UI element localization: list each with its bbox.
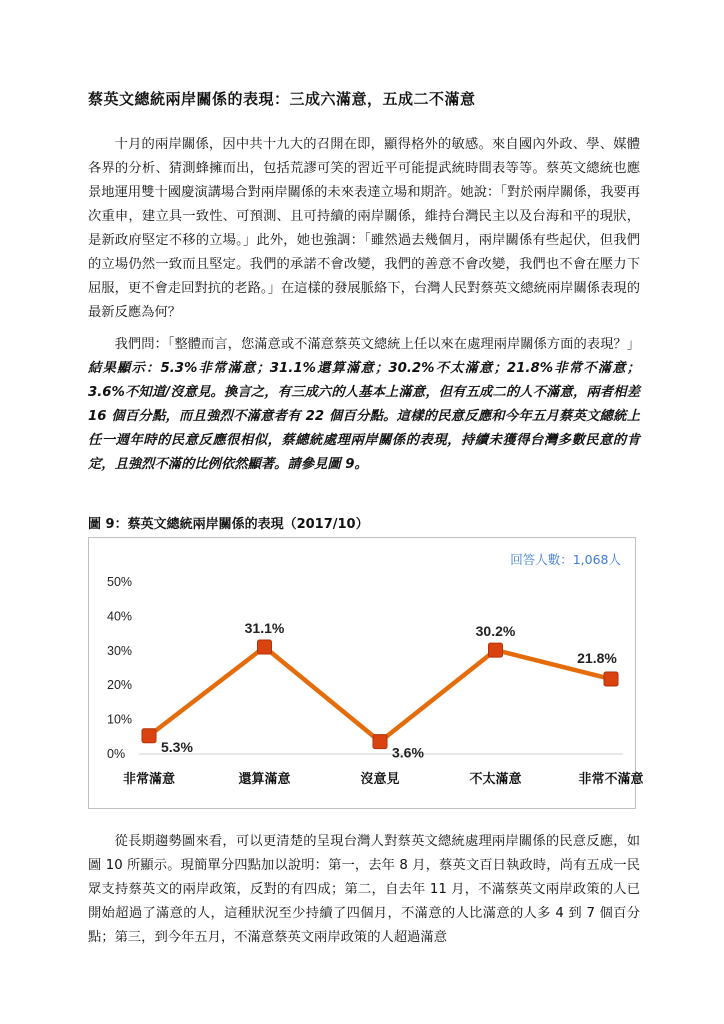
- figure-caption: 圖 9：蔡英文總統兩岸關係的表現（2017/10）: [88, 517, 369, 532]
- x-tick-label: 還算滿意: [238, 772, 291, 787]
- y-tick-label: 0%: [107, 747, 126, 761]
- x-tick-label: 非常滿意: [122, 772, 176, 787]
- y-tick-label: 10%: [107, 712, 133, 727]
- y-tick-label: 50%: [107, 575, 133, 589]
- y-tick-label: 30%: [107, 643, 133, 658]
- data-label: 5.3%: [161, 738, 193, 755]
- y-tick-label: 40%: [107, 609, 133, 624]
- results-question: 我們問：「整體而言，您滿意或不滿意蔡英文總統上任以來在處理兩岸關係方面的表現？」: [114, 337, 640, 352]
- chart-frame: [88, 537, 644, 809]
- data-label: 3.6%: [392, 744, 424, 761]
- data-point: [373, 735, 387, 749]
- data-point: [489, 643, 503, 657]
- x-tick-label: 沒意見: [360, 772, 400, 787]
- data-point: [604, 672, 618, 686]
- paragraph-results: [88, 333, 640, 477]
- x-tick-label: 不太滿意: [469, 772, 522, 787]
- y-tick-label: 20%: [107, 678, 133, 693]
- respondents-count: 回答人數：1,068人: [510, 552, 621, 567]
- results-emphasis: 結果顯示：5.3%非常滿意；31.1%還算滿意；30.2%不太滿意；21.8%非常不滿意；3.6%不知道/沒意見。換言之，有三成六的人基本上滿意，但有五成二的人不滿意，兩者相差 16 個百分點，而且強烈不滿意者有 22 個百分點。這樣的民意反應和今年五月蔡英文總統上任一週年時的民意反應很相似，蔡總統處理兩岸關係的表現，持續未獲得台灣多數民意的肯定，且強烈不滿的比例依然顯著。請參見圖 9。: [88, 361, 640, 472]
- series-line: [149, 647, 611, 742]
- data-label: 21.8%: [577, 650, 617, 667]
- paragraph-trend: 從長期趨勢圖來看，可以更清楚的呈現台灣人對蔡英文總統處理兩岸關係的民意反應，如圖 10 所顯示。現簡單分四點加以說明：第一，去年 8 月，蔡英文百日執政時，尚有五成一民眾支持蔡英文的兩岸政策，反對的有四成；第二，自去年 11 月，不滿蔡英文兩岸政策的人已開始超過了滿意的人，這種狀況至少持續了四個月，不滿意的人比滿意的人多 4 到 7 個百分點；第三，到今年五月，不滿意蔡英文兩岸政策的人超過滿意: [88, 834, 640, 945]
- data-label: 31.1%: [244, 620, 285, 637]
- data-label: 30.2%: [475, 623, 516, 640]
- line-chart: [89, 538, 644, 810]
- data-point: [258, 640, 272, 654]
- data-point: [142, 729, 156, 743]
- page-title: 蔡英文總統兩岸關係的表現：三成六滿意，五成二不滿意: [88, 90, 476, 108]
- x-tick-label: 非常不滿意: [578, 772, 644, 787]
- paragraph-intro: 十月的兩岸關係，因中共十九大的召開在即，顯得格外的敏感。來自國內外政、學、媒體各界的分析、猜測蜂擁而出，包括荒謬可笑的習近平可能提武統時間表等等。蔡英文總統也應景地運用雙十國慶演講場合對兩岸關係的未來表達立場和期許。她說：「對於兩岸關係，我要再次重申，建立具一致性、可預測、且可持續的兩岸關係，維持台灣民主以及台海和平的現狀，是新政府堅定不移的立場。」此外，她也強調：「雖然過去幾個月，兩岸關係有些起伏，但我們的立場仍然一致而且堅定。我們的承諾不會改變，我們的善意不會改變，我們也不會在壓力下屈服，更不會走回對抗的老路。」在這樣的發展脈絡下，台灣人民對蔡英文總統兩岸關係表現的最新反應為何？: [88, 137, 640, 320]
